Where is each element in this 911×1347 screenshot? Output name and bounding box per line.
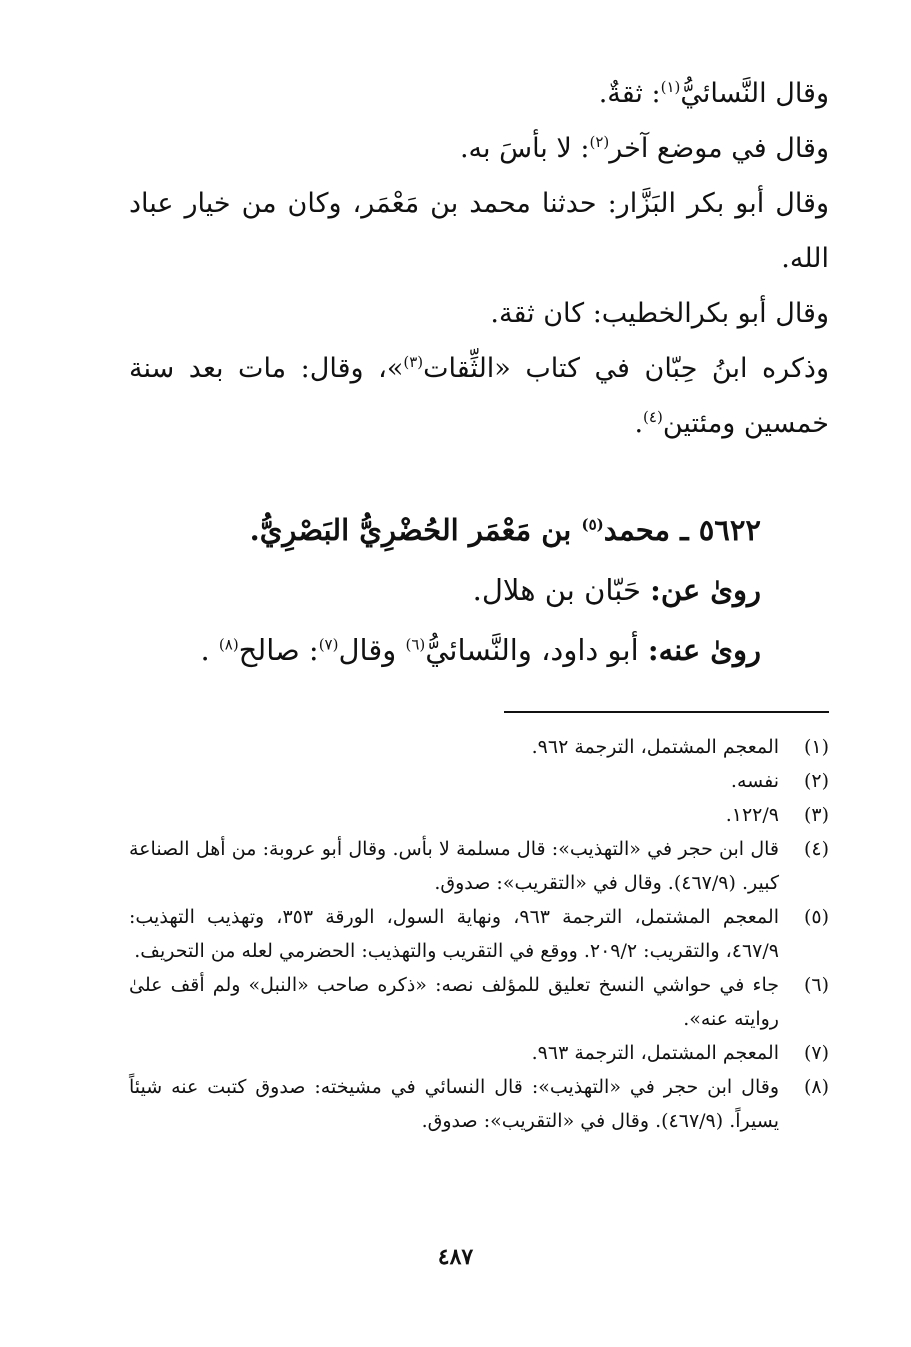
footnote-number: (٥) [803, 906, 829, 928]
text-fragment: وقال في موضع آخر [609, 133, 829, 164]
text-line-bazzar: وقال أبو بكر البَزَّار: حدثنا محمد بن مَعْمَر، وكان من خيار عباد الله. [129, 188, 829, 274]
footnote-number: (٣) [803, 804, 829, 826]
text-fragment: وذكره ابنُ حِبّان في كتاب «الثِّقات [423, 353, 829, 384]
text-fragment: »، وقال: مات بعد سنة خمسين ومئتين [129, 353, 829, 439]
narrated-from-text: حَبّان بن هلال. [472, 573, 651, 607]
text-fragment: : ثقةٌ. [598, 78, 661, 109]
footnote-text: وقال ابن حجر في «التهذيب»: قال النسائي في مشيخته: صدوق كتبت عنه شيئاً يسيراً. (٤٦٧/٩). وقال في «التقريب»: صدوق. [129, 1076, 779, 1132]
biography-entry [121, 500, 761, 680]
text-fragment: . [634, 408, 644, 439]
footnote-ref-7[interactable]: (٧) [318, 635, 339, 654]
footnote-number: (٨) [803, 1076, 829, 1098]
text-line-ibn-hibban [129, 341, 829, 451]
narrated-from-line [121, 560, 761, 620]
text-line-khatib: وقال أبو بكرالخطيب: كان ثقة. [490, 298, 829, 329]
narrated-from-label: روىٰ عن: [650, 573, 761, 607]
footnote-ref-5[interactable]: (٥) [581, 515, 604, 534]
text-line-other-place [129, 121, 829, 176]
footnote-text: المعجم المشتمل، الترجمة ٩٦٣. [531, 1042, 779, 1064]
footnote-text: نفسه. [730, 770, 779, 792]
footnote-ref-4[interactable]: (٤) [643, 408, 663, 426]
text-fragment: وقال [338, 633, 406, 667]
footnote-ref-6[interactable]: (٦) [405, 635, 426, 654]
footnote-text: قال ابن حجر في «التهذيب»: قال مسلمة لا بأس. وقال أبو عروبة: من أهل الصناعة كبير. (٤٦٧/٩). وقال في «التقريب»: صدوق. [129, 838, 779, 894]
footnote-number: (٧) [803, 1042, 829, 1064]
footnote-number: (٦) [803, 974, 829, 996]
entry-name-rest: بن مَعْمَر الحُضْرِيُّ البَصْرِيُّ. [249, 513, 582, 547]
page-number: ٤٨٧ [437, 1244, 474, 1270]
entry-number-name: ٥٦٢٢ ـ محمد [603, 513, 761, 547]
text-fragment: أبو داود، والنَّسائيُّ [425, 633, 648, 667]
footnote-number: (١) [803, 736, 829, 758]
footnotes-section [129, 730, 829, 1138]
footnote-text: المعجم المشتمل، الترجمة ٩٦٣، ونهاية السول، الورقة ٣٥٣، وتهذيب التهذيب: ٤٦٧/٩، والتقريب: ٢٠٩/٢. ووقع في التقريب والتهذيب: الحضرمي لعله من التحريف. [129, 906, 779, 962]
footnote-ref-1[interactable]: (١) [660, 78, 681, 96]
footnote-ref-2[interactable]: (٢) [589, 133, 610, 151]
text-line-nasai [129, 66, 829, 121]
narrated-by-label: روىٰ عنه: [647, 633, 761, 667]
text-fragment: . [200, 633, 219, 667]
footnote-text: جاء في حواشي النسخ تعليق للمؤلف نصه: «ذكره صاحب «النبل» ولم أقف علىٰ روايته عنه». [129, 974, 779, 1030]
text-fragment: : لا بأسَ به. [459, 133, 590, 164]
footnote-2 [129, 764, 829, 798]
footnote-5 [129, 900, 829, 968]
narrated-by-line [121, 620, 761, 680]
footnote-divider [504, 711, 829, 713]
footnote-number: (٢) [803, 770, 829, 792]
footnote-3 [129, 798, 829, 832]
entry-title [121, 500, 761, 560]
main-text [129, 66, 829, 451]
footnote-text: ١٢٢/٩. [725, 804, 779, 826]
text-fragment: : صالح [238, 633, 319, 667]
footnote-8 [129, 1070, 829, 1138]
footnote-1 [129, 730, 829, 764]
footnote-6 [129, 968, 829, 1036]
footnote-4 [129, 832, 829, 900]
footnote-text: المعجم المشتمل، الترجمة ٩٦٢. [531, 736, 779, 758]
text-fragment: وقال النَّسائيُّ [680, 78, 829, 109]
footnote-number: (٤) [803, 838, 829, 860]
footnote-ref-3[interactable]: (٣) [403, 353, 424, 371]
footnote-ref-8[interactable]: (٨) [218, 635, 239, 654]
footnote-7 [129, 1036, 829, 1070]
